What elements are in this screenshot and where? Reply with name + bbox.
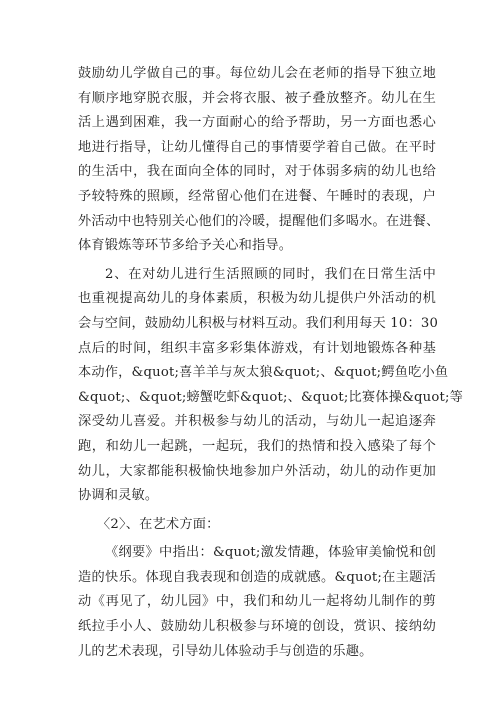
text-line: 《纲要》中指出：&quot;激发情趣，体验审美愉悦和创 — [105, 545, 436, 561]
text-line: 造的快乐。体现自我表现和创造的成就感。&quot;在主题活 — [78, 569, 436, 585]
text-line: 深受幼儿喜爱。并积极参与幼儿的活动，与幼儿一起追逐奔 — [78, 414, 436, 430]
text-line: 点后的时间，组织丰富多彩集体游戏，有计划地锻炼各种基 — [78, 340, 436, 356]
text-line: 跑，和幼儿一起跳，一起玩，我们的热情和投入感染了每个 — [78, 438, 436, 454]
paragraph-self-care — [78, 62, 440, 259]
text-line: 动《再见了，幼儿园》中，我们和幼儿一起将幼儿制作的剪 — [78, 594, 436, 610]
text-line: 幼儿，大家都能积极愉快地参加户外活动，幼儿的动作更加 — [78, 463, 436, 479]
text-line: 外活动中也特别关心他们的冷暖，提醒他们多喝水。在进餐、 — [78, 213, 440, 229]
text-line: 协调和灵敏。 — [78, 488, 159, 504]
text-line: 的生活中，我在面向全体的同时，对于体弱多病的幼儿也给 — [78, 164, 436, 180]
text-line: 也重视提高幼儿的身体素质，积极为幼儿提供户外活动的机 — [78, 291, 436, 307]
text-line: 活上遇到困难，我一方面耐心的给予帮助，另一方面也悉心 — [78, 115, 436, 131]
text-line: 体育锻炼等环节多给予关心和指导。 — [78, 238, 293, 254]
text-line: 地进行指导，让幼儿懂得自己的事情要学着自己做。在平时 — [78, 139, 436, 155]
text-line: 纸拉手小人、鼓励幼儿积极参与环境的创设，赏识、接纳幼 — [78, 619, 436, 635]
text-line: 有顺序地穿脱衣服，并会将衣服、被子叠放整齐。幼儿在生 — [78, 90, 436, 106]
section-heading-art — [78, 513, 436, 538]
document-body — [78, 62, 464, 664]
text-line: 予较特殊的照顾，经常留心他们在进餐、午睡时的表现，户 — [78, 188, 436, 204]
text-line: 会与空间，鼓励幼儿积极与材料互动。我们利用每天 10：30 — [78, 315, 439, 331]
text-line: 本动作，&quot;喜羊羊与灰太狼&quot;、&quot;鳄鱼吃小鱼 — [78, 365, 449, 381]
text-line: 儿的艺术表现，引导幼儿体验动手与创造的乐趣。 — [78, 643, 373, 659]
paragraph-outdoor-activity — [78, 263, 464, 509]
section-heading: 〈2〉、在艺术方面： — [97, 516, 220, 532]
text-line: 2、在对幼儿进行生活照顾的同时，我们在日常生活中 — [105, 266, 436, 282]
paragraph-art — [78, 541, 436, 664]
text-line: &quot;、&quot;螃蟹吃虾&quot;、&quot;比赛体操&quot;等 — [78, 389, 464, 405]
text-line: 鼓励幼儿学做自己的事。每位幼儿会在老师的指导下独立地 — [78, 66, 436, 81]
